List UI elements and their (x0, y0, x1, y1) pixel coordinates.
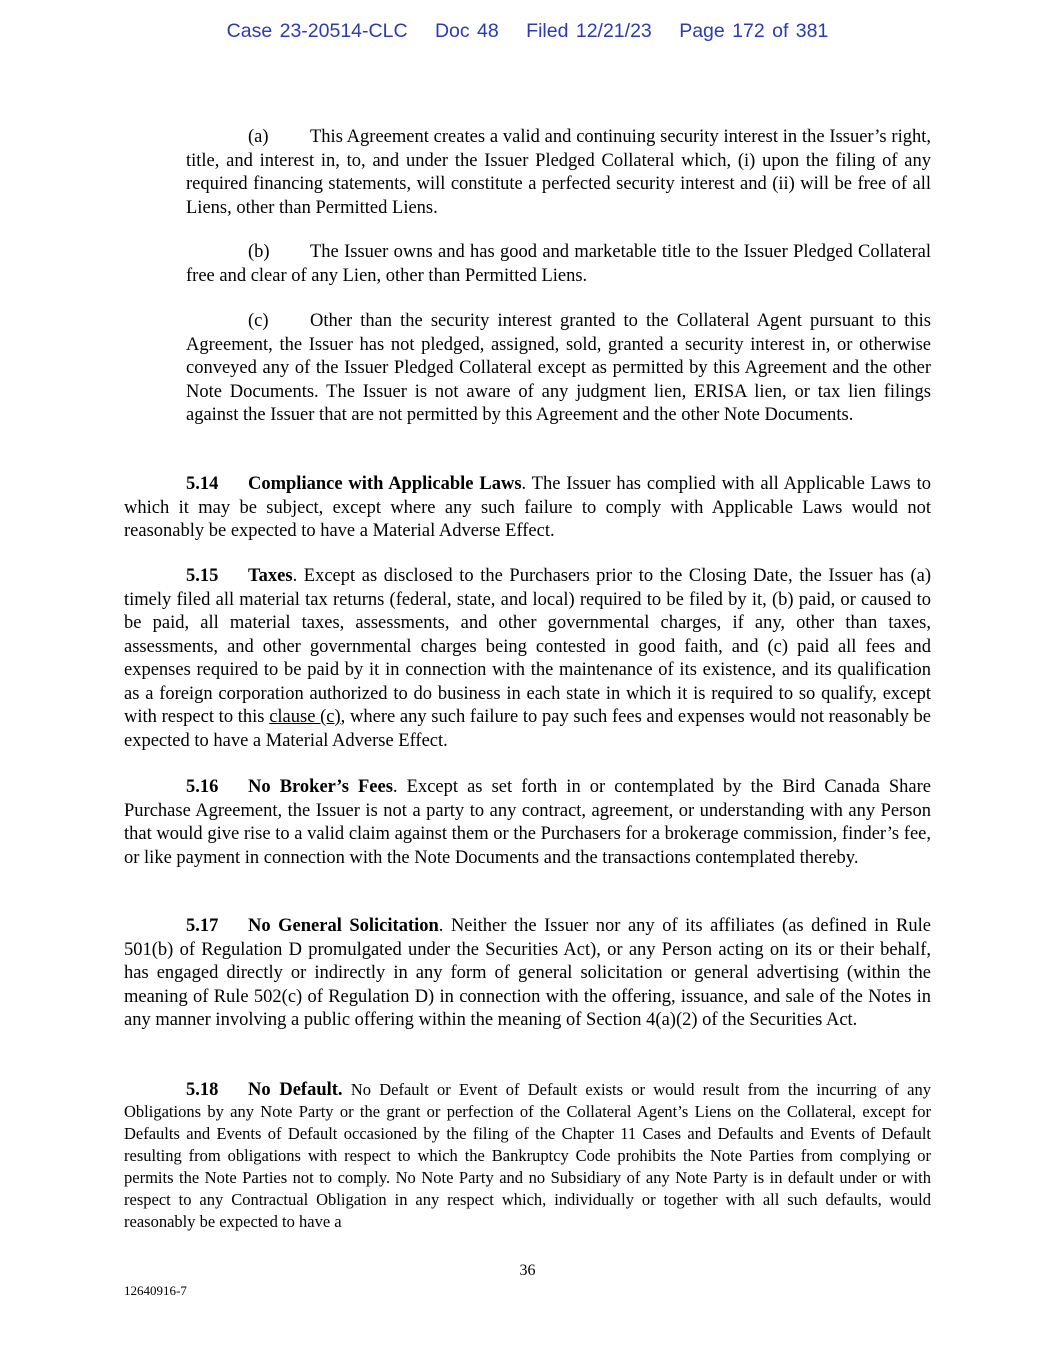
section-5-17 (124, 915, 931, 1033)
section-text: No Default or Event of Default exists or would result from the incurring of any Obligations by any Note Party or the grant or perfection of the Collateral Agent’s Liens on the Collateral, except for Defaults and Events of Default occasioned by the filing of the Chapter 11 Cases and Defaults and Events of Default resulting from obligations with respect to which the Bankruptcy Code prohibits the Note Parties from complying or permits the Note Parties not to comply. No Note Party and no Subsidiary of any Note Party is in default under or with respect to any Contractual Obligation in any respect which, individually or together with all such defaults, would reasonably be expected to have a (124, 1080, 931, 1231)
section-text: . Except as set forth in or contemplated by the Bird Canada Share Purchase Agreement, the Issuer is not a party to any contract, agreement, or understanding with any Person that would give rise to a valid claim against them or the Purchasers for a brokerage commission, finder’s fee, or like payment in connection with the Note Documents and the transactions contemplated thereby. (124, 777, 932, 868)
document-id: 12640916-7 (124, 1283, 187, 1298)
section-title: No Broker’s Fees (248, 777, 393, 797)
section-number: 5.15 (186, 566, 219, 586)
filed-date: Filed 12/21/23 (526, 20, 652, 42)
clause-reference: clause (c) (269, 707, 341, 727)
section-number: 5.17 (186, 916, 219, 936)
section-5-18 (124, 1079, 931, 1233)
section-5-16 (124, 776, 931, 870)
doc-number: Doc 48 (434, 20, 499, 42)
paragraph-a (186, 126, 931, 220)
item-text-c: Other than the security interest granted to the Collateral Agent pursuant to this Agreement, the Issuer has not pledged, assigned, sold, granted a security interest in, or otherwise conveyed any of the Issuer Pledged Collateral except as permitted by this Agreement and the other Note Documents. The Issuer is not aware of any judgment lien, ERISA lien, or tax lien filings against the Issuer that are not permitted by this Agreement and the other Note Documents. (186, 311, 931, 425)
item-text-b: The Issuer owns and has good and marketable title to the Issuer Pledged Collateral free and clear of any Lien, other than Permitted Liens. (186, 242, 931, 286)
section-title: Compliance with Applicable Laws (248, 474, 522, 494)
paragraph-b (186, 241, 931, 288)
section-number: 5.18 (186, 1080, 219, 1100)
court-filing-header (0, 20, 1055, 43)
section-number: 5.14 (186, 474, 219, 494)
section-title: Taxes (248, 566, 293, 586)
section-5-14 (124, 473, 931, 544)
section-text: . Except as disclosed to the Purchasers prior to the Closing Date, the Issuer has (a) timely filed all material tax returns (federal, state, and local) required to be filed by it, (b) paid, or caused to be paid, all material taxes, assessments, and other governmental charges, if any, other than taxes, assessments, and other governmental charges being contested in good faith, and (c) paid all fees and expenses required to be paid by it in connection with the maintenance of its existence, and its qualification as a foreign corporation authorized to do business in each state in which it is required to so qualify, except with respect to this (124, 566, 931, 727)
section-title: No General Solicitation (248, 916, 439, 936)
section-number: 5.16 (186, 777, 219, 797)
case-number: Case 23-20514-CLC (226, 20, 408, 42)
page-number: 36 (519, 1262, 536, 1279)
item-label-a: (a) (248, 127, 269, 147)
section-text: . The Issuer has complied with all Applicable Laws to which it may be subject, except where any such failure to comply with Applicable Laws would not reasonably be expected to have a Material Adverse Effect. (124, 474, 931, 541)
item-text-a: This Agreement creates a valid and continuing security interest in the Issuer’s right, title, and interest in, to, and under the Issuer Pledged Collateral which, (i) upon the filing of any required financing statements, will constitute a perfected security interest and (ii) will be free of all Liens, other than Permitted Liens. (186, 127, 931, 218)
section-5-15 (124, 565, 931, 753)
item-label-c: (c) (248, 311, 269, 331)
item-label-b: (b) (248, 242, 270, 262)
page-count: Page 172 of 381 (679, 20, 829, 42)
section-text: . Neither the Issuer nor any of its affiliates (as defined in Rule 501(b) of Regulation D promulgated under the Securities Act), or any Person acting on its or their behalf, has engaged directly or indirectly in any form of general solicitation or general advertising (within the meaning of Rule 502(c) of Regulation D) in connection with the offering, issuance, and sale of the Notes in any manner involving a public offering within the meaning of Section 4(a)(2) of the Securities Act. (124, 916, 932, 1030)
section-text-continued: , where any such failure to pay such fees and expenses would not reasonably be expected to have a Material Adverse Effect. (124, 707, 931, 751)
paragraph-c (186, 310, 931, 428)
section-title: No Default. (248, 1080, 343, 1100)
